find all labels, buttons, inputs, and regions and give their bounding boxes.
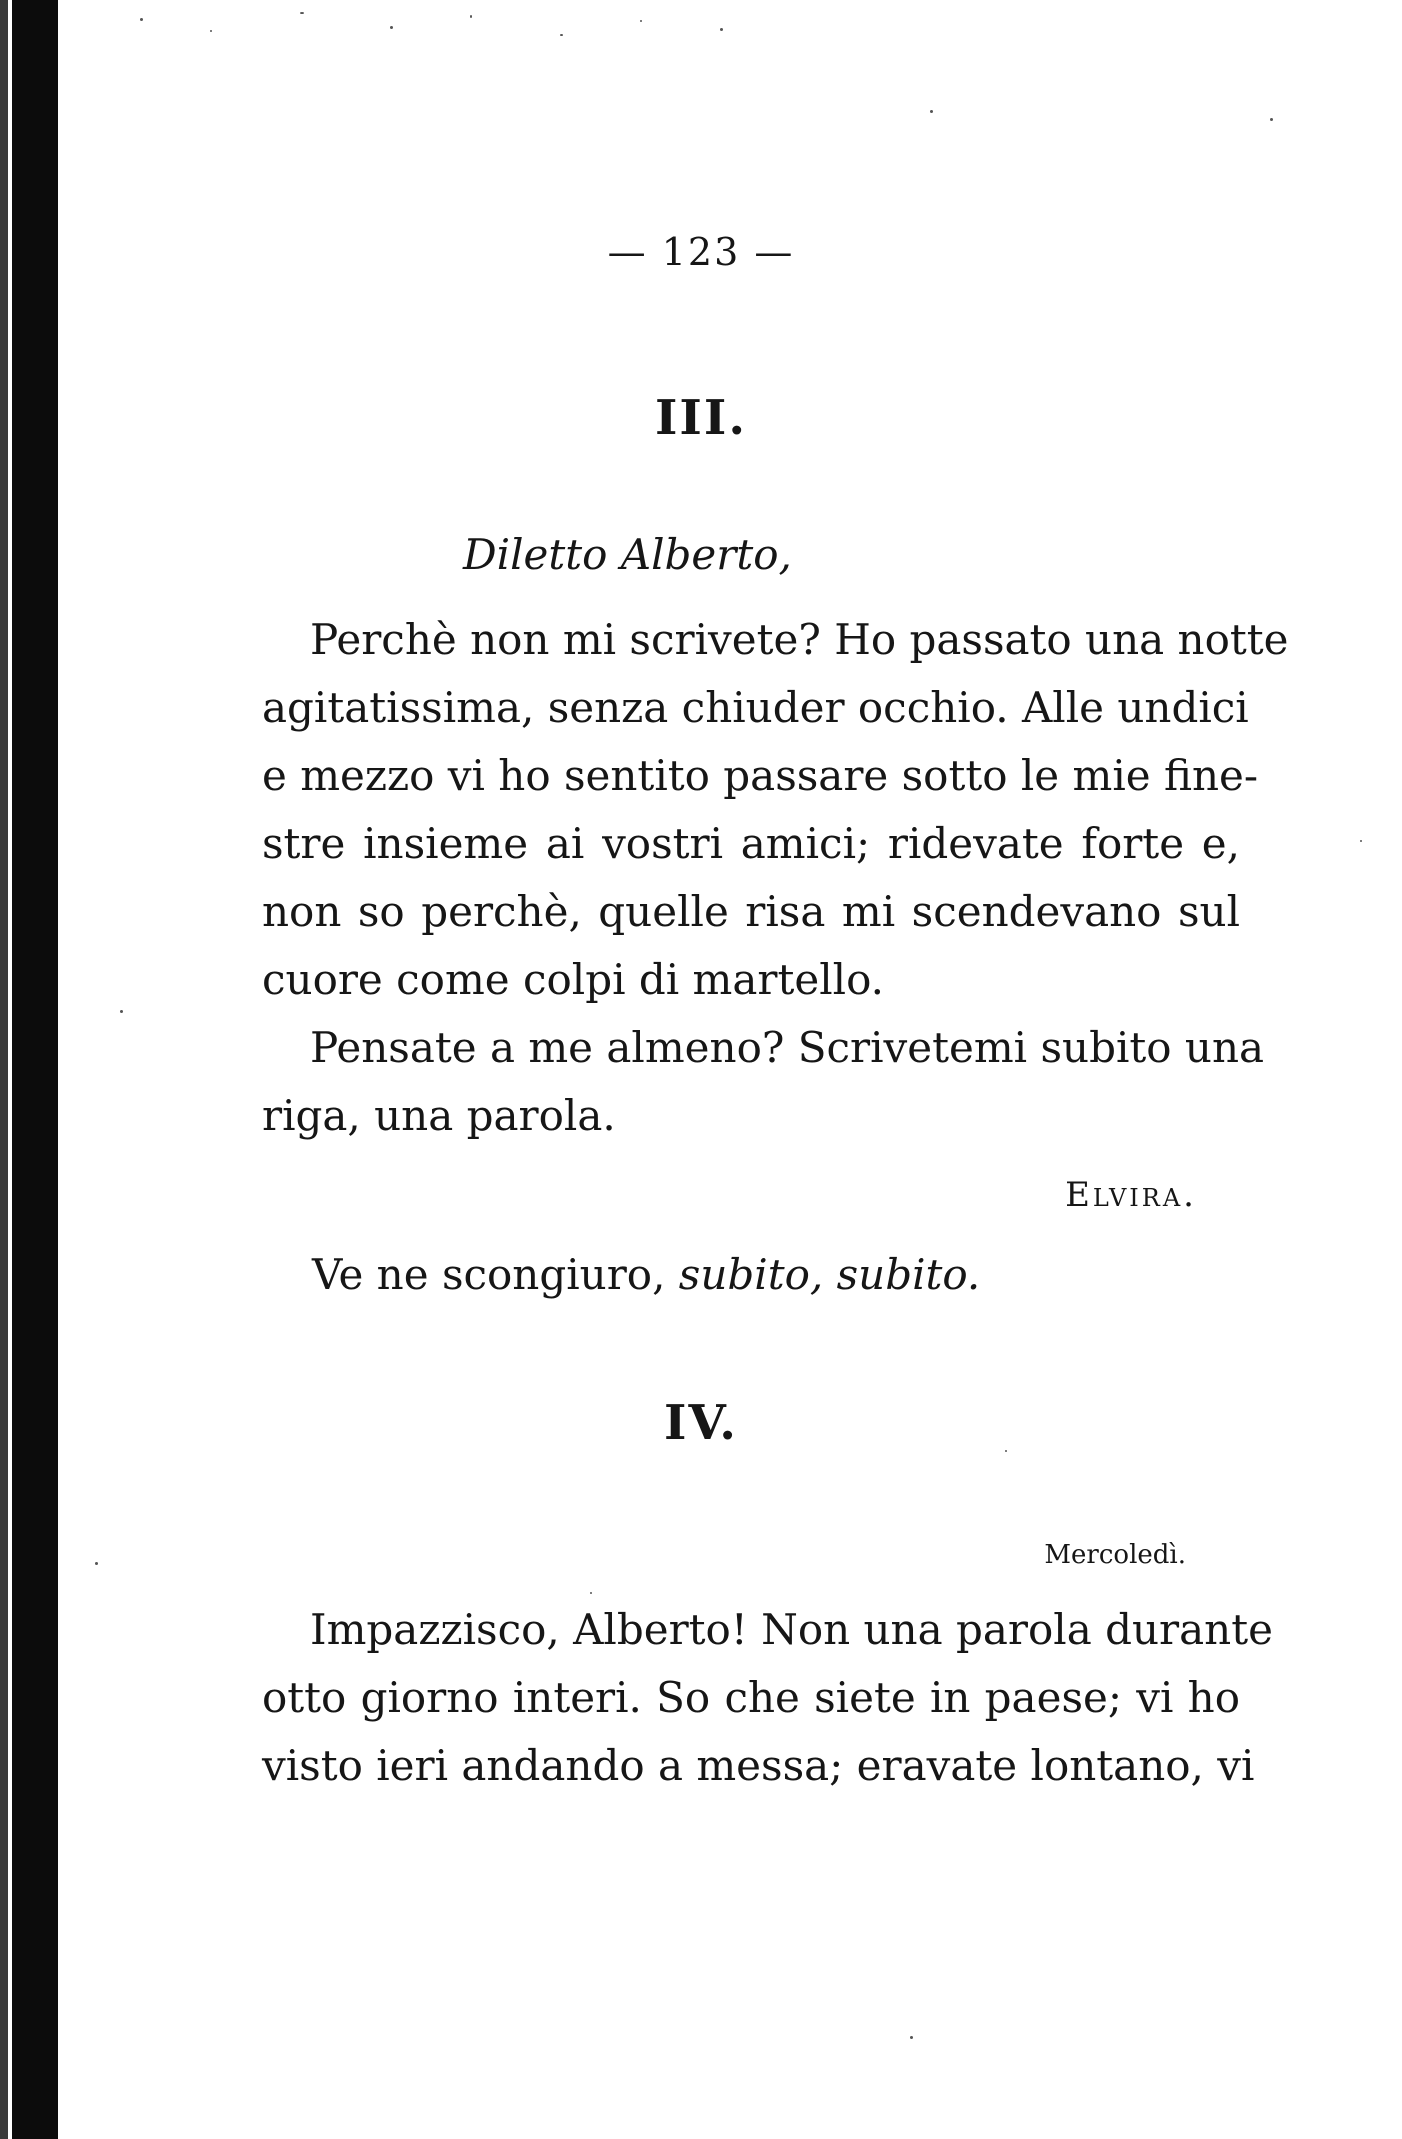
text-line: otto giorno interi. So che siete in paese; vi ho [262,1673,1240,1722]
signature: Elvira. [1065,1175,1197,1215]
text-line: cuore come colpi di martello. [262,955,885,1004]
text-line: stre insieme ai vostri amici; ridevate forte e, [262,819,1240,868]
letter-heading: IV. [663,1395,738,1451]
postscript-emphasis: subito, subito. [678,1250,981,1299]
salutation: Diletto Alberto, [463,530,792,579]
text-line: e mezzo vi ho sentito passare sotto le mie fine- [262,751,1259,800]
postscript [312,1250,980,1299]
page-number: — 123 — [607,230,795,274]
dateline: Mercoledì. [1044,1540,1186,1570]
text-line: Pensate a me almeno? Scrivetemi subito una [310,1023,1265,1072]
page-binding-shadow [12,0,58,2139]
text-line: Impazzisco, Alberto! Non una parola durante [310,1605,1273,1654]
text-line: visto ieri andando a messa; eravate lontano, vi [262,1741,1255,1790]
postscript-text: Ve ne scongiuro, [312,1250,666,1299]
letter-heading: III. [654,390,748,446]
text-line: Perchè non mi scrivete? Ho passato una notte [310,615,1289,664]
page-binding-edge [0,0,8,2139]
text-line: agitatissima, senza chiuder occhio. Alle undici [262,683,1249,732]
text-line: non so perchè, quelle risa mi scendevano sul [262,887,1240,936]
text-line: riga, una parola. [262,1091,616,1140]
